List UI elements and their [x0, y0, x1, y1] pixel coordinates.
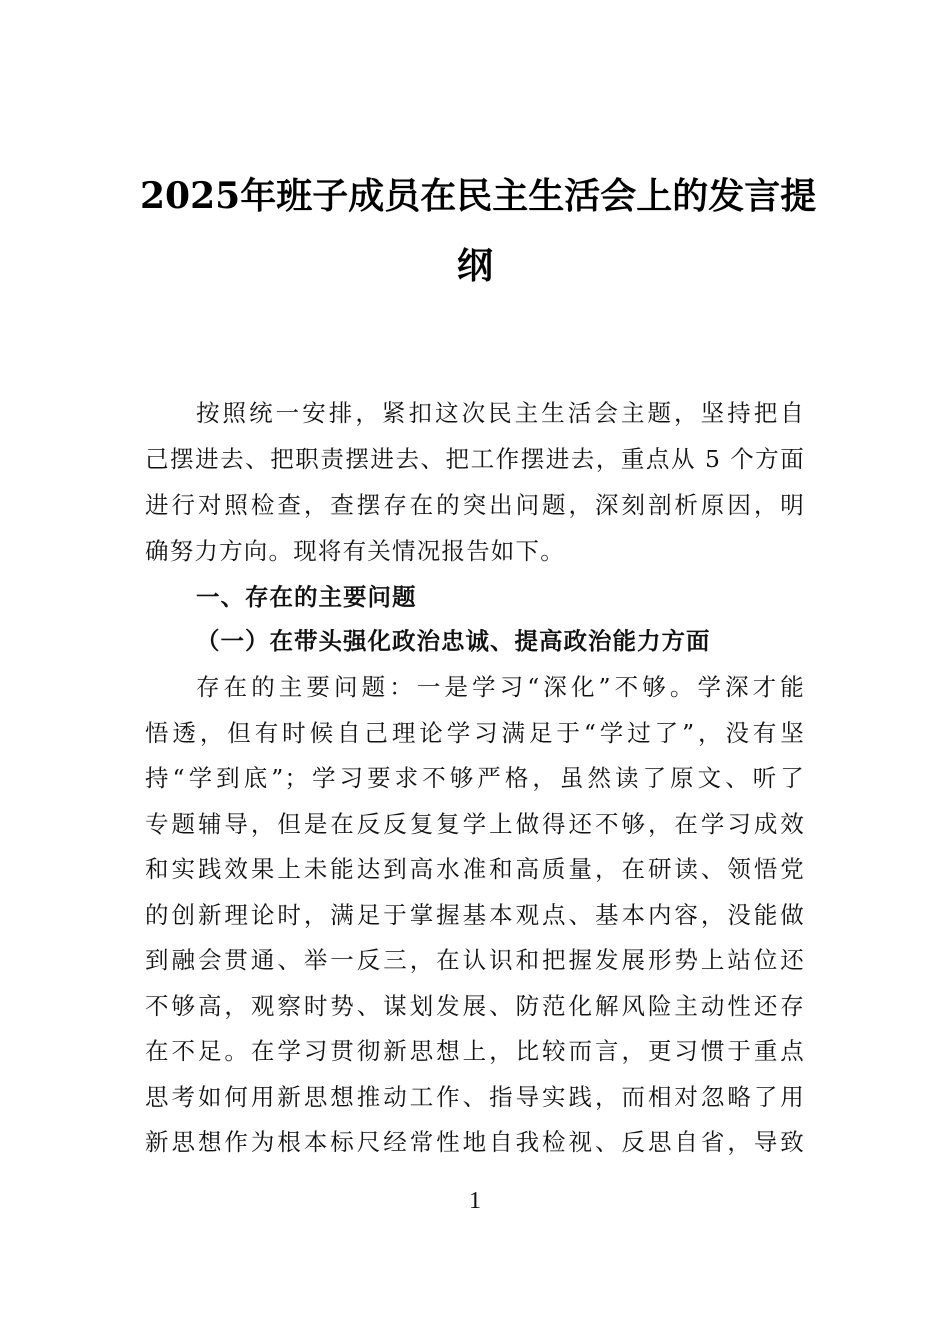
body-line: 悟透，但有时候自己理论学习满足于“学过了”，没有坚 — [145, 719, 805, 747]
body-line: 的创新理论时，满足于掌握基本观点、基本内容，没能做 — [145, 901, 805, 929]
body-line: 不够高，观察时势、谋划发展、防范化解风险主动性还存 — [145, 992, 805, 1020]
intro-line: 己摆进去、把职责摆进去、把工作摆进去，重点从 5 个方面 — [145, 445, 805, 473]
body-line: 新思想作为根本标尺经常性地自我检视、反思自省，导致 — [145, 1128, 805, 1156]
body-line: 存在的主要问题：一是学习“深化”不够。学深才能 — [196, 673, 805, 701]
document-title-line-1: 2025年班子成员在民主生活会上的发言提 — [140, 175, 817, 217]
subsection-heading: （一）在带头强化政治忠诚、提高政治能力方面 — [196, 627, 711, 655]
body-line: 到融会贯通、举一反三，在认识和把握发展形势上站位还 — [145, 946, 805, 974]
intro-line: 按照统一安排，紧扣这次民主生活会主题，坚持把自 — [196, 399, 805, 427]
body-line: 思考如何用新思想推动工作、指导实践，而相对忽略了用 — [145, 1083, 805, 1111]
document-title-line-2: 纲 — [456, 245, 493, 287]
intro-line: 进行对照检查，查摆存在的突出问题，深刻剖析原因，明 — [145, 491, 805, 519]
section-heading: 一、存在的主要问题 — [196, 583, 417, 611]
intro-line: 确努力方向。现将有关情况报告如下。 — [145, 537, 565, 565]
body-line: 在不足。在学习贯彻新思想上，比较而言，更习惯于重点 — [145, 1037, 805, 1065]
body-line: 持“学到底”；学习要求不够严格，虽然读了原文、听了 — [145, 764, 805, 792]
page-number: 1 — [469, 1188, 481, 1214]
body-line: 和实践效果上未能达到高水准和高质量，在研读、领悟党 — [145, 855, 805, 883]
body-line: 专题辅导，但是在反反复复学上做得还不够，在学习成效 — [145, 810, 805, 838]
